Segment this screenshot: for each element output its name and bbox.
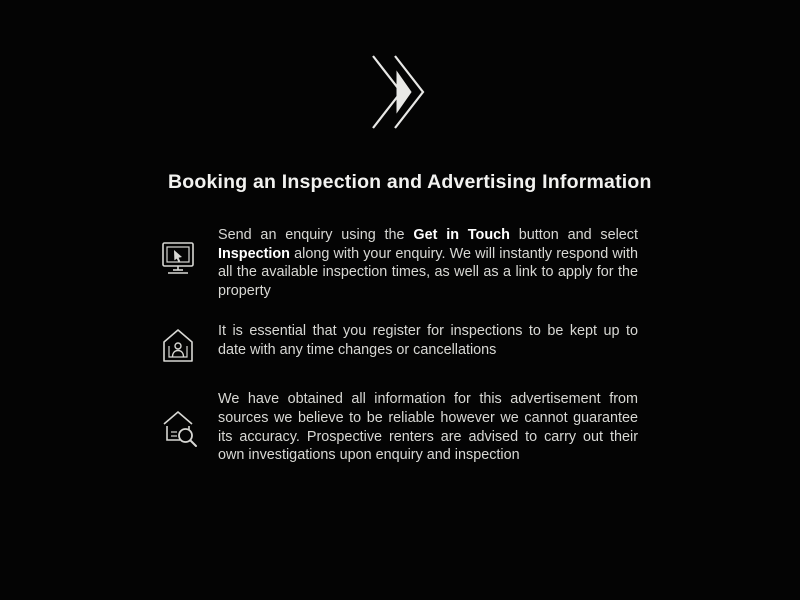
list-item-text: It is essential that you register for inspections to be kept up to date with any time changes or cancellations [218, 323, 638, 358]
logo [0, 52, 800, 132]
page-title: Booking an Inspection and Advertising Information [168, 171, 652, 193]
text-segment: Send an enquiry using the [218, 227, 414, 243]
text-segment-bold: Get in Touch [413, 227, 510, 243]
house-person-icon [160, 322, 218, 366]
list-item [160, 322, 640, 366]
list-item-text [218, 226, 640, 300]
double-chevron-right-logo-icon [367, 52, 433, 132]
list-item [160, 390, 640, 464]
text-segment-bold: Inspection [218, 245, 290, 262]
text-segment: along with your enquiry. We will instantly respond with all the available inspection times, as well as a link to apply for the property [218, 245, 638, 299]
list-item-text: We have obtained all information for this advertisement from sources we believe to be reliable however we cannot guarantee its accuracy. Prospective renters are advised to carry out their own investigations upon enquiry and inspection [218, 391, 638, 464]
text-segment: button and select [509, 227, 639, 243]
monitor-cursor-icon [160, 226, 218, 278]
info-list [160, 226, 640, 491]
list-item [160, 226, 640, 300]
house-magnifier-icon [160, 390, 218, 448]
